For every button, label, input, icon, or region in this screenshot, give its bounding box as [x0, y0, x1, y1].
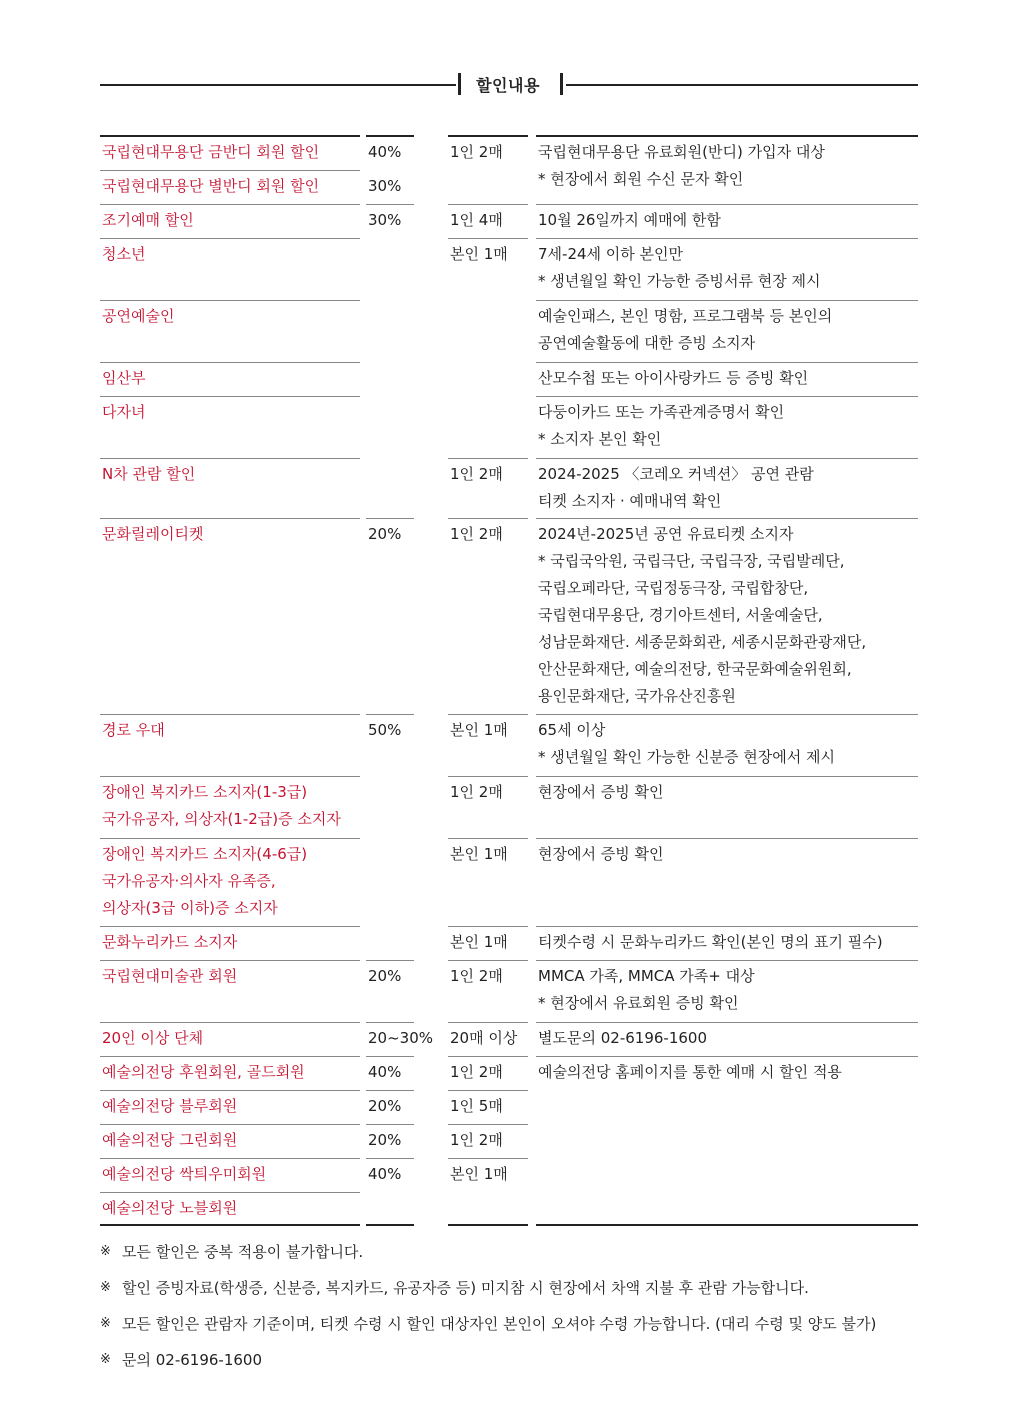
row-separator	[536, 518, 918, 519]
text-line: 국립현대무용단 유료회원(반디) 가입자 대상	[538, 143, 825, 161]
row-separator	[536, 714, 918, 715]
table-bottom-rule	[366, 1224, 414, 1226]
row-separator	[100, 518, 360, 519]
row-separator	[100, 170, 360, 171]
table-top-rule	[366, 135, 414, 137]
row-separator	[448, 714, 528, 715]
text-line: 국립현대무용단 금반디 회원 할인	[102, 143, 320, 161]
row-separator	[536, 838, 918, 839]
text-line: 현장에서 증빙 확인	[538, 845, 664, 863]
row-separator	[100, 1124, 360, 1125]
text-line: MMCA 가족, MMCA 가족+ 대상	[538, 967, 755, 985]
discount-description	[538, 1025, 707, 1052]
text-line: 40%	[368, 1063, 402, 1081]
text-line: 예술의전당 후원회원, 골드회원	[102, 1063, 305, 1081]
row-separator	[448, 1056, 528, 1057]
text-line: 국립현대무용단, 경기아트센터, 서울예술단,	[538, 606, 823, 624]
discount-category	[102, 1127, 237, 1154]
text-line: 용인문화재단, 국가유산진흥원	[538, 687, 736, 705]
section-header	[100, 70, 918, 100]
table-top-rule	[448, 135, 528, 137]
discount-rate	[368, 207, 401, 234]
text-line: 국립현대미술관 회원	[102, 967, 238, 985]
discount-category	[102, 1093, 237, 1120]
discount-category	[102, 841, 307, 922]
row-separator	[448, 1090, 528, 1091]
ticket-limit	[450, 241, 508, 268]
ticket-limit	[450, 963, 503, 990]
row-separator	[366, 714, 414, 715]
row-separator	[100, 238, 360, 239]
text-line: 30%	[368, 177, 402, 195]
text-line: 국가유공자·의사자 유족증,	[102, 872, 276, 890]
discount-description	[538, 365, 808, 392]
discount-rate	[368, 1161, 401, 1188]
header-bar-right	[560, 73, 563, 95]
discount-rate	[368, 963, 401, 990]
row-separator	[448, 458, 528, 459]
row-separator	[100, 776, 360, 777]
discount-category	[102, 1059, 305, 1086]
row-separator	[448, 960, 528, 961]
discount-category	[102, 139, 319, 166]
text-line: 예술의전당 노블회원	[102, 1199, 238, 1217]
text-line: * 현장에서 회원 수신 문자 확인	[538, 170, 744, 188]
discount-rate	[368, 1059, 401, 1086]
row-separator	[100, 1090, 360, 1091]
row-separator	[100, 714, 360, 715]
text-line: * 국립국악원, 국립극단, 국립극장, 국립발레단,	[538, 552, 845, 570]
discount-category	[102, 963, 237, 990]
row-separator	[448, 204, 528, 205]
text-line: 다자녀	[102, 403, 146, 421]
discount-description	[538, 779, 663, 806]
row-separator	[100, 838, 360, 839]
row-separator	[366, 1090, 414, 1091]
ticket-limit	[450, 1025, 517, 1052]
discount-category	[102, 303, 174, 330]
text-line: 40%	[368, 143, 402, 161]
ticket-limit	[450, 207, 503, 234]
row-separator	[536, 238, 918, 239]
text-line: 다둥이카드 또는 가족관계증명서 확인	[538, 403, 785, 421]
row-separator	[536, 204, 918, 205]
table-top-rule	[100, 135, 360, 137]
text-line: 본인 1매	[450, 1165, 508, 1183]
discount-rate	[368, 139, 401, 166]
text-line: 1인 2매	[450, 1131, 503, 1149]
discount-rate	[368, 717, 401, 744]
text-line: 1인 2매	[450, 967, 503, 985]
text-line: 국가유공자, 의상자(1-2급)증 소지자	[102, 810, 341, 828]
discount-rate	[368, 521, 401, 548]
text-line: 30%	[368, 211, 402, 229]
text-line: 현장에서 증빙 확인	[538, 783, 664, 801]
text-line: 본인 1매	[450, 721, 508, 739]
discount-rate	[368, 1025, 433, 1052]
row-separator	[366, 1158, 414, 1159]
row-separator	[366, 518, 414, 519]
section-title: 할인내용	[476, 76, 540, 95]
text-line: 경로 우대	[102, 721, 165, 739]
discount-category	[102, 1025, 203, 1052]
text-line: 20매 이상	[450, 1029, 518, 1047]
text-line: 65세 이상	[538, 721, 606, 739]
discount-category	[102, 779, 341, 833]
row-separator	[536, 1022, 918, 1023]
discount-rate	[368, 1127, 401, 1154]
note-item: ※ 문의 02-6196-1600	[100, 1342, 920, 1378]
text-line: 예술의전당 홈페이지를 통한 예매 시 할인 적용	[538, 1063, 842, 1081]
row-separator	[366, 960, 414, 961]
discount-rate	[368, 1093, 401, 1120]
discount-description	[538, 139, 825, 193]
ticket-limit	[450, 1059, 503, 1086]
discount-description	[538, 929, 883, 956]
text-line: 1인 2매	[450, 525, 503, 543]
ticket-limit	[450, 521, 503, 548]
note-item: ※ 모든 할인은 관람자 기준이며, 티켓 수령 시 할인 대상자인 본인이 오셔야 수령 가능합니다. (대리 수령 및 양도 불가)	[100, 1306, 920, 1342]
text-line: 1인 2매	[450, 465, 503, 483]
text-line: 1인 4매	[450, 211, 503, 229]
discount-description	[538, 207, 721, 234]
ticket-limit	[450, 461, 503, 488]
ticket-limit	[450, 841, 508, 868]
text-line: 예술의전당 싹틔우미회원	[102, 1165, 267, 1183]
discount-description	[538, 1059, 842, 1086]
row-separator	[366, 1124, 414, 1125]
note-item: ※ 할인 증빙자료(학생증, 신분증, 복지카드, 유공자증 등) 미지참 시 현장에서 차액 지불 후 관람 가능합니다.	[100, 1270, 920, 1306]
row-separator	[448, 518, 528, 519]
discount-category	[102, 1195, 237, 1222]
row-separator	[536, 776, 918, 777]
text-line: 별도문의 02-6196-1600	[538, 1029, 707, 1047]
text-line: 1인 5매	[450, 1097, 503, 1115]
text-line: 문화릴레이티켓	[102, 525, 204, 543]
discount-category	[102, 521, 203, 548]
text-line: 티켓수령 시 문화누리카드 확인(본인 명의 표기 필수)	[538, 933, 883, 951]
text-line: 예술의전당 그린회원	[102, 1131, 238, 1149]
text-line: * 소지자 본인 확인	[538, 430, 662, 448]
row-separator	[100, 960, 360, 961]
text-line: 20%	[368, 967, 402, 985]
text-line: 조기예매 할인	[102, 211, 194, 229]
note-item: ※ 모든 할인은 중복 적용이 불가합니다.	[100, 1234, 920, 1270]
discount-description	[538, 399, 784, 453]
text-line: 10월 26일까지 예매에 한함	[538, 211, 721, 229]
row-separator	[448, 926, 528, 927]
discount-description	[538, 241, 820, 295]
row-separator	[100, 926, 360, 927]
text-line: 20~30%	[368, 1029, 433, 1047]
text-line: * 현장에서 유료회원 증빙 확인	[538, 994, 739, 1012]
row-separator	[448, 238, 528, 239]
text-line: 20%	[368, 1097, 402, 1115]
ticket-limit	[450, 717, 508, 744]
discount-category	[102, 173, 319, 200]
row-separator	[448, 838, 528, 839]
row-separator	[536, 396, 918, 397]
text-line: 공연예술인	[102, 307, 175, 325]
row-separator	[366, 1056, 414, 1057]
text-line: 산모수첩 또는 아이사랑카드 등 증빙 확인	[538, 369, 809, 387]
table-top-rule	[536, 135, 918, 137]
table-bottom-rule	[100, 1224, 360, 1226]
discount-category	[102, 717, 165, 744]
text-line: 본인 1매	[450, 933, 508, 951]
row-separator	[536, 458, 918, 459]
text-line: 장애인 복지카드 소지자(1-3급)	[102, 783, 308, 801]
row-separator	[100, 204, 360, 205]
row-separator	[100, 396, 360, 397]
note-mark: ※	[100, 1244, 111, 1259]
row-separator	[100, 362, 360, 363]
text-line: 50%	[368, 721, 402, 739]
text-line: 예술의전당 블루회원	[102, 1097, 238, 1115]
text-line: 공연예술활동에 대한 증빙 소지자	[538, 334, 756, 352]
row-separator	[100, 300, 360, 301]
row-separator	[100, 1192, 360, 1193]
ticket-limit	[450, 929, 508, 956]
table-bottom-rule	[536, 1224, 918, 1226]
text-line: 20%	[368, 525, 402, 543]
header-bar-left	[458, 73, 461, 95]
row-separator	[100, 1022, 360, 1023]
notes	[100, 1234, 920, 1378]
row-separator	[448, 776, 528, 777]
text-line: 1인 2매	[450, 783, 503, 801]
discount-rate	[368, 173, 401, 200]
discount-category	[102, 207, 194, 234]
row-separator	[536, 926, 918, 927]
ticket-limit	[450, 1161, 508, 1188]
row-separator	[536, 362, 918, 363]
text-line: 문화누리카드 소지자	[102, 933, 238, 951]
row-separator	[100, 458, 360, 459]
row-separator	[448, 1022, 528, 1023]
row-separator	[536, 1056, 918, 1057]
text-line: 20인 이상 단체	[102, 1029, 204, 1047]
row-separator	[366, 204, 414, 205]
discount-description	[538, 841, 663, 868]
row-separator	[448, 1124, 528, 1125]
text-line: 1인 2매	[450, 143, 503, 161]
ticket-limit	[450, 139, 503, 166]
row-separator	[536, 960, 918, 961]
text-line: 임산부	[102, 369, 146, 387]
text-line: 7세-24세 이하 본인만	[538, 245, 684, 263]
table-bottom-rule	[448, 1224, 528, 1226]
text-line: 본인 1매	[450, 245, 508, 263]
discount-category	[102, 461, 195, 488]
text-line: 예술인패스, 본인 명함, 프로그램북 등 본인의	[538, 307, 833, 325]
discount-category	[102, 929, 237, 956]
discount-description	[538, 303, 832, 357]
row-separator	[100, 1056, 360, 1057]
text-line: * 생년월일 확인 가능한 신분증 현장에서 제시	[538, 748, 835, 766]
note-mark: ※	[100, 1280, 111, 1295]
text-line: 장애인 복지카드 소지자(4-6급)	[102, 845, 308, 863]
note-mark: ※	[100, 1316, 111, 1331]
row-separator	[100, 1158, 360, 1159]
header-rule-left	[100, 84, 456, 86]
text-line: 1인 2매	[450, 1063, 503, 1081]
row-separator	[366, 1022, 414, 1023]
text-line: 40%	[368, 1165, 402, 1183]
note-mark: ※	[100, 1352, 111, 1367]
text-line: 20%	[368, 1131, 402, 1149]
discount-category	[102, 1161, 266, 1188]
discount-description	[538, 963, 755, 1017]
text-line: 국립오페라단, 국립정동극장, 국립합창단,	[538, 579, 809, 597]
discount-category	[102, 365, 145, 392]
text-line: * 생년월일 확인 가능한 증빙서류 현장 제시	[538, 272, 821, 290]
ticket-limit	[450, 779, 503, 806]
discount-description	[538, 717, 835, 771]
text-line: 티켓 소지자 · 예매내역 확인	[538, 492, 722, 510]
row-separator	[536, 300, 918, 301]
discount-description	[538, 461, 814, 515]
discount-category	[102, 399, 145, 426]
text-line: 국립현대무용단 별반디 회원 할인	[102, 177, 320, 195]
discount-category	[102, 241, 145, 268]
text-line: 본인 1매	[450, 845, 508, 863]
text-line: 성남문화재단. 세종문화회관, 세종시문화관광재단,	[538, 633, 867, 651]
text-line: 안산문화재단, 예술의전당, 한국문화예술위원회,	[538, 660, 852, 678]
row-separator	[448, 1158, 528, 1159]
ticket-limit	[450, 1127, 503, 1154]
text-line: N차 관람 할인	[102, 465, 196, 483]
text-line: 2024년-2025년 공연 유료티켓 소지자	[538, 525, 794, 543]
discount-description	[538, 521, 866, 710]
header-rule-right	[566, 84, 918, 86]
text-line: 청소년	[102, 245, 146, 263]
text-line: 의상자(3급 이하)증 소지자	[102, 899, 278, 917]
ticket-limit	[450, 1093, 503, 1120]
text-line: 2024-2025 〈코레오 커넥션〉 공연 관람	[538, 465, 814, 483]
